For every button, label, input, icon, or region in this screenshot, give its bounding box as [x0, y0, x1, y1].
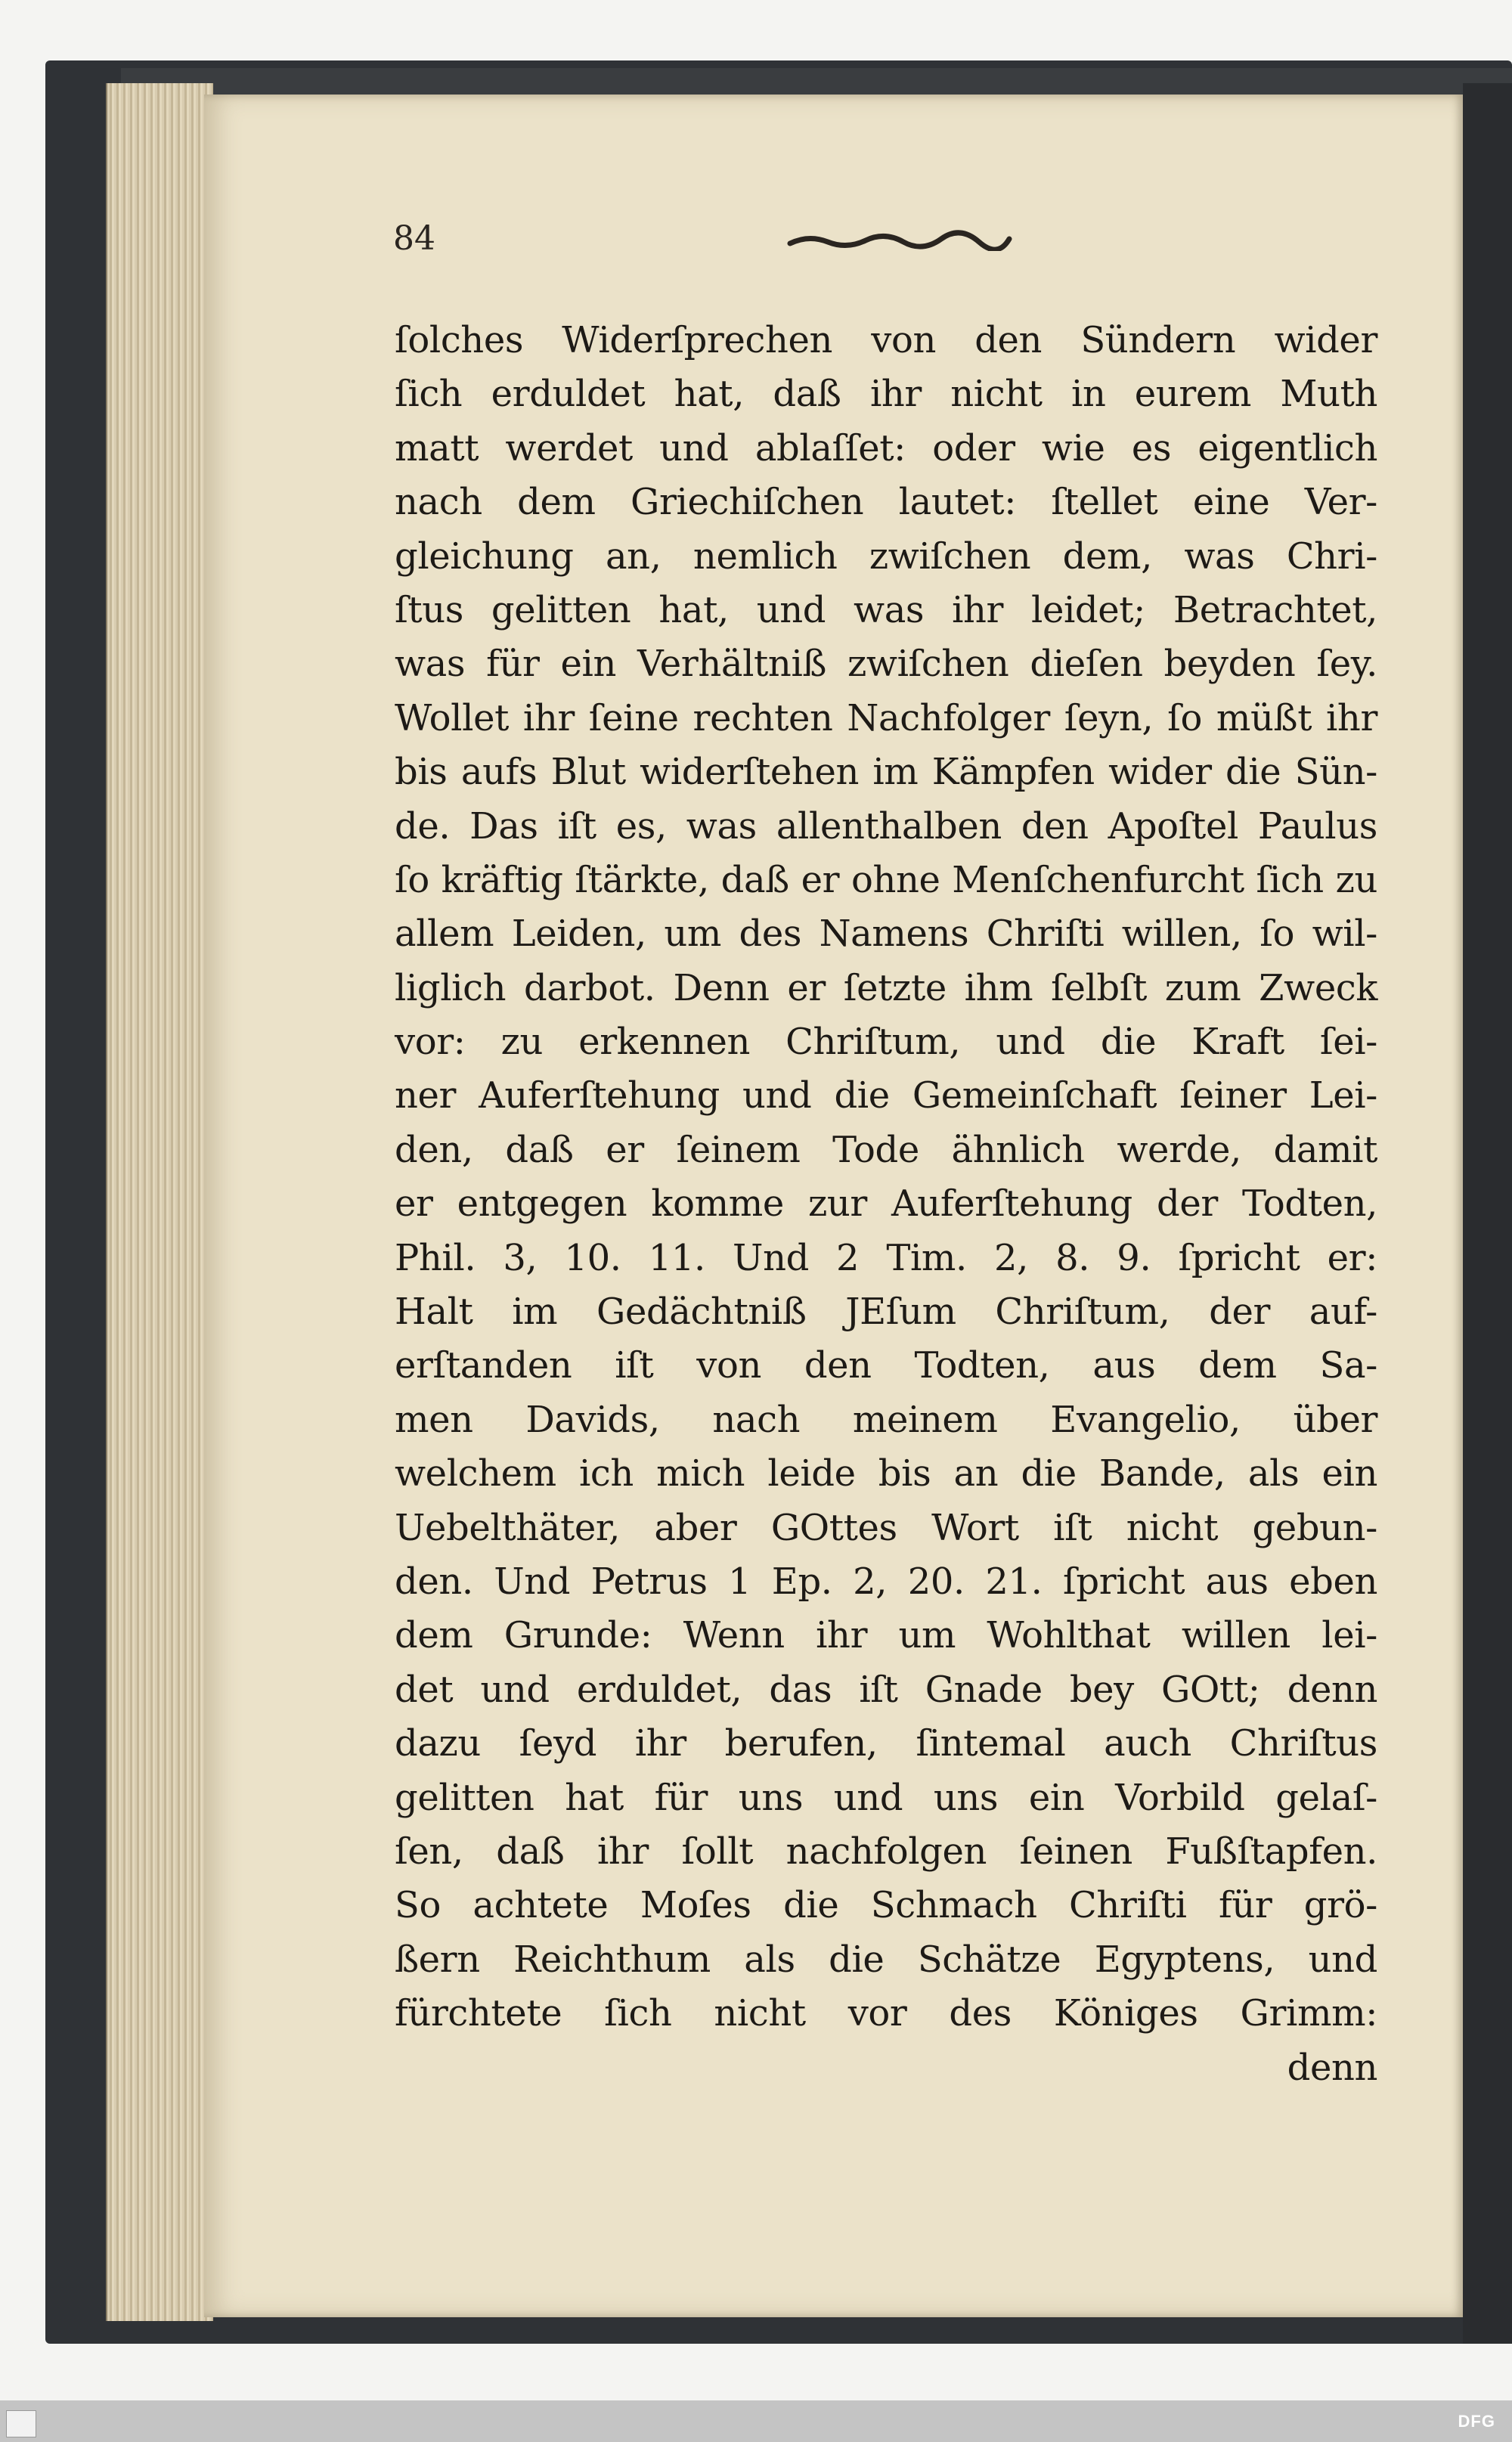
text-line: allem Leiden, um des Namens Chriſti willen, ſo wil- — [395, 913, 1377, 956]
catchword: denn — [1287, 2046, 1377, 2089]
text-line: gelitten hat für uns und uns ein Vorbild gelaſ- — [395, 1776, 1377, 1819]
text-line: was für ein Verhältniß zwiſchen dieſen beyden ſey. — [395, 643, 1377, 686]
text-line: vor: zu erkennen Chriſtum, und die Kraft ſei- — [395, 1021, 1377, 1064]
text-line: matt werdet und ablaſſet: oder wie es eigentlich — [395, 426, 1377, 469]
text-line: er entgegen komme zur Auferſtehung der Todten, — [395, 1182, 1377, 1226]
text-line: fürchtete ſich nicht vor des Königes Grimm: — [395, 1992, 1377, 2035]
library-logo-icon — [6, 2410, 36, 2437]
text-line: welchem ich mich leide bis an die Bande, als ein — [395, 1452, 1377, 1495]
header-ornament — [786, 228, 1013, 251]
page-body-text — [395, 314, 1377, 2095]
text-line: ſen, daß ihr ſollt nachfolgen ſeinen Fußſtapfen. — [395, 1830, 1377, 1873]
text-line: ner Auferſtehung und die Gemeinſchaft ſeiner Lei- — [395, 1074, 1377, 1117]
text-line: Uebelthäter, aber GOttes Wort iſt nicht gebun- — [395, 1506, 1377, 1549]
text-line: men Davids, nach meinem Evangelio, über — [395, 1398, 1377, 1441]
text-line: ſo kräftig ſtärkte, daß er ohne Menſchenfurcht ſich zu — [395, 858, 1377, 901]
text-line: ſolches Widerſprechen von den Sündern wider — [395, 319, 1377, 361]
text-line: Wollet ihr ſeine rechten Nachfolger ſeyn, ſo müßt ihr — [395, 696, 1377, 739]
dfg-logo: DFG — [1458, 2412, 1495, 2431]
text-line: dem Grunde: Wenn ihr um Wohlthat willen lei- — [395, 1614, 1377, 1657]
text-line: den. Und Petrus 1 Ep. 2, 20. 21. ſpricht aus eben — [395, 1560, 1377, 1603]
page-header — [393, 219, 1376, 265]
text-line: nach dem Griechiſchen lautet: ſtellet eine Ver- — [395, 481, 1377, 524]
text-line: ſich erduldet hat, daß ihr nicht in eurem Muth — [395, 373, 1377, 416]
viewer-footer-bar — [0, 2400, 1512, 2442]
page-block-edges — [106, 83, 213, 2321]
text-line: erſtanden iſt von den Todten, aus dem Sa- — [395, 1344, 1377, 1387]
binding-right-edge — [1463, 83, 1512, 2344]
text-line: ßern Reichthum als die Schätze Egyptens, und — [395, 1938, 1377, 1981]
text-line: So achtete Moſes die Schmach Chriſti für grö- — [395, 1884, 1377, 1927]
text-line: det und erduldet, das iſt Gnade bey GOtt; denn — [395, 1668, 1377, 1711]
text-line: den, daß er ſeinem Tode ähnlich werde, damit — [395, 1128, 1377, 1171]
page-number: 84 — [393, 219, 435, 258]
text-line: ſtus gelitten hat, und was ihr leidet; Betrachtet, — [395, 588, 1377, 631]
text-line: dazu ſeyd ihr berufen, ſintemal auch Chriſtus — [395, 1722, 1377, 1765]
text-line: Phil. 3, 10. 11. Und 2 Tim. 2, 8. 9. ſpricht er: — [395, 1236, 1377, 1279]
text-line: de. Das iſt es, was allenthalben den Apoſtel Paulus — [395, 804, 1377, 848]
text-line: gleichung an, nemlich zwiſchen dem, was Chri- — [395, 535, 1377, 578]
text-line: Halt im Gedächtniß JEſum Chriſtum, der auf- — [395, 1291, 1377, 1334]
text-line: liglich darbot. Denn er ſetzte ihm ſelbſt zum Zweck — [395, 966, 1377, 1009]
text-line: bis aufs Blut widerſtehen im Kämpfen wider die Sün- — [395, 751, 1377, 794]
